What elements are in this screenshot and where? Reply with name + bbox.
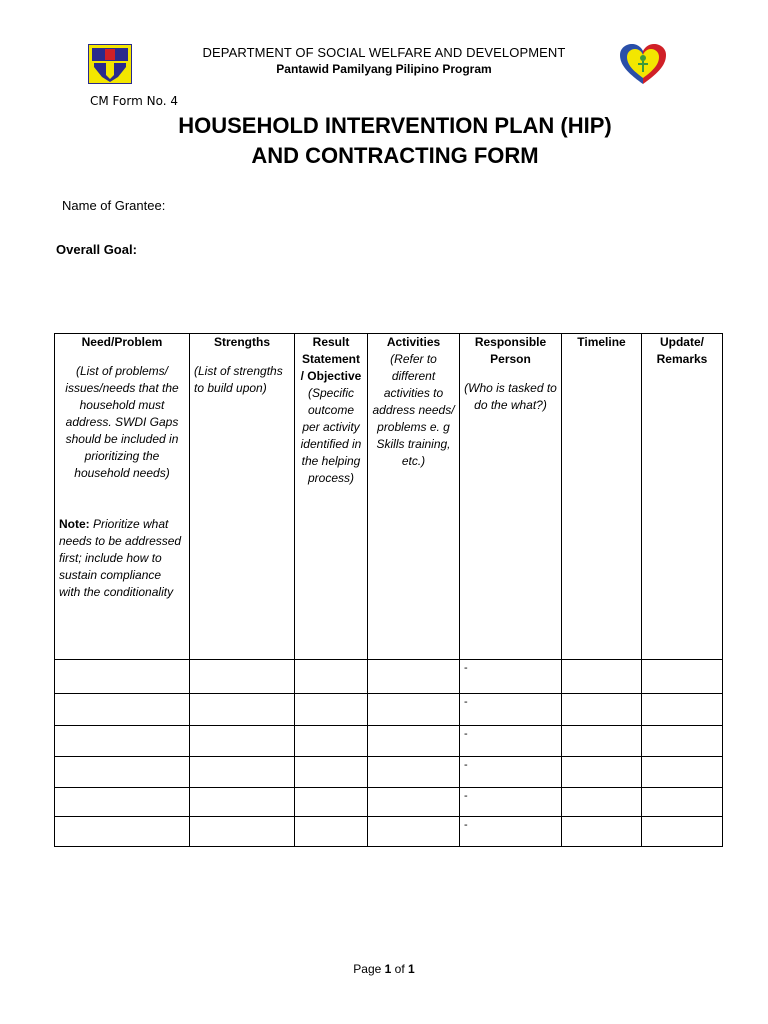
need-cell[interactable] bbox=[55, 726, 190, 757]
intervention-plan-table bbox=[54, 333, 723, 847]
overall-goal-label: Overall Goal: bbox=[56, 242, 137, 257]
column-update-remarks bbox=[642, 334, 723, 660]
responsible-cell[interactable]: - bbox=[460, 788, 562, 817]
responsible-cell[interactable]: - bbox=[460, 726, 562, 757]
need-cell[interactable] bbox=[55, 788, 190, 817]
remarks-cell[interactable] bbox=[642, 757, 723, 788]
column-description: (Specific outcome per activity identified in the helping process) bbox=[300, 386, 362, 485]
activities-cell[interactable] bbox=[368, 660, 460, 694]
column-title: Responsible Person bbox=[474, 335, 547, 366]
objective-cell[interactable] bbox=[295, 694, 368, 726]
column-result-objective bbox=[295, 334, 368, 660]
table-row bbox=[55, 694, 723, 726]
need-cell[interactable] bbox=[55, 817, 190, 847]
strengths-cell[interactable] bbox=[190, 817, 295, 847]
column-need-problem bbox=[55, 334, 190, 660]
page-indicator bbox=[0, 962, 768, 976]
responsible-cell[interactable]: - bbox=[460, 694, 562, 726]
department-name: DEPARTMENT OF SOCIAL WELFARE AND DEVELOPMENT bbox=[202, 45, 566, 60]
timeline-cell[interactable] bbox=[562, 726, 642, 757]
column-title: Activities bbox=[386, 335, 441, 349]
table-row bbox=[55, 726, 723, 757]
need-cell[interactable] bbox=[55, 660, 190, 694]
activities-cell[interactable] bbox=[368, 817, 460, 847]
timeline-cell[interactable] bbox=[562, 757, 642, 788]
remarks-cell[interactable] bbox=[642, 817, 723, 847]
timeline-cell[interactable] bbox=[562, 660, 642, 694]
column-strengths bbox=[190, 334, 295, 660]
strengths-cell[interactable] bbox=[190, 757, 295, 788]
activities-cell[interactable] bbox=[368, 757, 460, 788]
timeline-cell[interactable] bbox=[562, 788, 642, 817]
column-description: (Refer to different activities to address needs/ problems e. g Skills training, etc.) bbox=[372, 352, 455, 468]
objective-cell[interactable] bbox=[295, 757, 368, 788]
table-row bbox=[55, 788, 723, 817]
activities-cell[interactable] bbox=[368, 694, 460, 726]
need-cell[interactable] bbox=[55, 757, 190, 788]
column-timeline bbox=[562, 334, 642, 660]
column-responsible-person bbox=[460, 334, 562, 660]
page-total: 1 bbox=[408, 962, 415, 976]
table-header-row bbox=[55, 334, 723, 660]
page-of: of bbox=[394, 962, 405, 976]
objective-cell[interactable] bbox=[295, 788, 368, 817]
page-word: Page bbox=[353, 962, 382, 976]
note-text: Prioritize what needs to be addressed first; include how to sustain compliance with the conditionality bbox=[59, 517, 182, 599]
remarks-cell[interactable] bbox=[642, 660, 723, 694]
activities-cell[interactable] bbox=[368, 726, 460, 757]
column-description: (Who is tasked to do the what?) bbox=[464, 381, 557, 412]
strengths-cell[interactable] bbox=[190, 788, 295, 817]
program-name: Pantawid Pamilyang Pilipino Program bbox=[276, 62, 492, 76]
remarks-cell[interactable] bbox=[642, 726, 723, 757]
table-row bbox=[55, 757, 723, 788]
activities-cell[interactable] bbox=[368, 788, 460, 817]
responsible-cell[interactable]: - bbox=[460, 757, 562, 788]
column-title: Timeline bbox=[577, 335, 626, 349]
column-title: Result Statement / Objective bbox=[300, 335, 362, 383]
form-title-line-2: AND CONTRACTING FORM bbox=[251, 143, 539, 168]
remarks-cell[interactable] bbox=[642, 694, 723, 726]
prioritization-note bbox=[59, 516, 185, 601]
responsible-cell[interactable]: - bbox=[460, 660, 562, 694]
remarks-cell[interactable] bbox=[642, 788, 723, 817]
column-title: Update/ Remarks bbox=[656, 335, 708, 366]
column-title: Strengths bbox=[213, 335, 270, 349]
form-title-line-1: HOUSEHOLD INTERVENTION PLAN (HIP) bbox=[178, 113, 612, 138]
column-activities bbox=[368, 334, 460, 660]
form-number: CM Form No. 4 bbox=[90, 94, 178, 108]
objective-cell[interactable] bbox=[295, 726, 368, 757]
strengths-cell[interactable] bbox=[190, 660, 295, 694]
grantee-name-label: Name of Grantee: bbox=[62, 198, 166, 213]
note-label: Note: bbox=[59, 517, 90, 531]
responsible-cell[interactable]: - bbox=[460, 817, 562, 847]
column-title: Need/Problem bbox=[81, 335, 163, 349]
column-description: (List of strengths to build upon) bbox=[194, 364, 283, 395]
page-current: 1 bbox=[384, 962, 392, 976]
table-row bbox=[55, 817, 723, 847]
timeline-cell[interactable] bbox=[562, 817, 642, 847]
table-row bbox=[55, 660, 723, 694]
strengths-cell[interactable] bbox=[190, 726, 295, 757]
objective-cell[interactable] bbox=[295, 817, 368, 847]
objective-cell[interactable] bbox=[295, 660, 368, 694]
need-cell[interactable] bbox=[55, 694, 190, 726]
strengths-cell[interactable] bbox=[190, 694, 295, 726]
timeline-cell[interactable] bbox=[562, 694, 642, 726]
column-description: (List of problems/ issues/needs that the household must address. SWDI Gaps should be included in prioritizing the household needs) bbox=[65, 364, 179, 480]
